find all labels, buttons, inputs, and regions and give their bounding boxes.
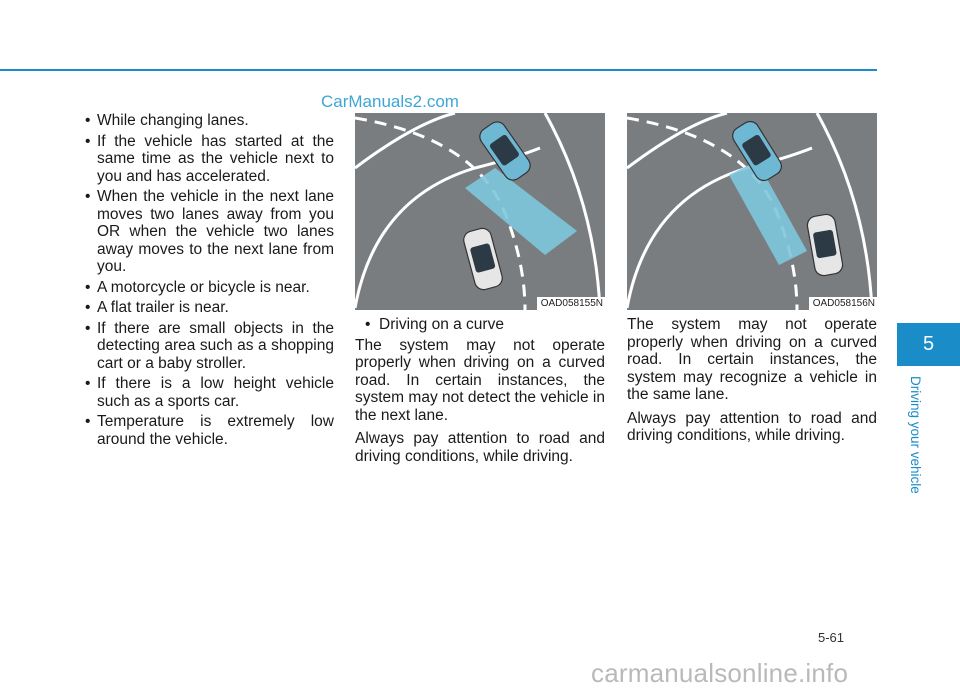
curve-bullet: • Driving on a curve [355,316,605,334]
paragraph: The system may not operate properly when driving on a curved road. In certain instances, the system may recognize a vehicle in the same lane. [627,316,877,403]
list-item: • When the vehicle in the next lane moves two lanes away from you OR when the vehicle two lanes away moves to the next lane from you. [80,188,334,276]
road-illustration-1 [355,113,605,310]
figure-curve-same-lane [627,113,877,310]
list-item: • A flat trailer is near. [80,299,334,317]
white-car-icon [462,226,505,291]
paragraph: The system may not operate properly when driving on a curved road. In certain instances, the system may not detect the vehicle in the next lane. [355,336,605,424]
road-illustration-2 [627,113,877,310]
list-item: • Temperature is extremely low around the vehicle. [80,413,334,448]
left-column [80,112,334,451]
list-item: • If there is a low height vehicle such as a sports car. [80,375,334,410]
watermark-top[interactable]: CarManuals2.com [321,92,459,111]
middle-column [355,316,605,471]
lane-line-inner [355,113,455,168]
paragraph: Always pay attention to road and driving conditions, while driving. [355,430,605,465]
figure-code: OAD058155N [537,297,605,310]
figure-curve-undetected [355,113,605,310]
right-column [627,316,877,451]
condition-list [80,112,334,448]
blue-car-icon [476,118,533,183]
lane-line-inner [627,113,727,168]
white-car-icon [806,213,844,277]
road-edge [817,113,872,310]
list-item: • If there are small objects in the detecting area such as a shopping cart or a baby stroller. [80,320,334,373]
chapter-title: Driving your vehicle [908,376,923,494]
chapter-number-tab: 5 [897,323,960,366]
header-rule [0,69,877,71]
paragraph: Always pay attention to road and driving conditions, while driving. [627,409,877,444]
watermark-bottom[interactable]: carmanualsonline.info [591,658,849,688]
figure-code: OAD058156N [809,297,877,310]
road-edge [545,113,600,310]
list-item: • While changing lanes. [80,112,334,130]
list-item: • A motorcycle or bicycle is near. [80,279,334,297]
page-number: 5-61 [818,630,845,645]
list-item: • If the vehicle has started at the same time as the vehicle next to you and has accelerated. [80,133,334,186]
